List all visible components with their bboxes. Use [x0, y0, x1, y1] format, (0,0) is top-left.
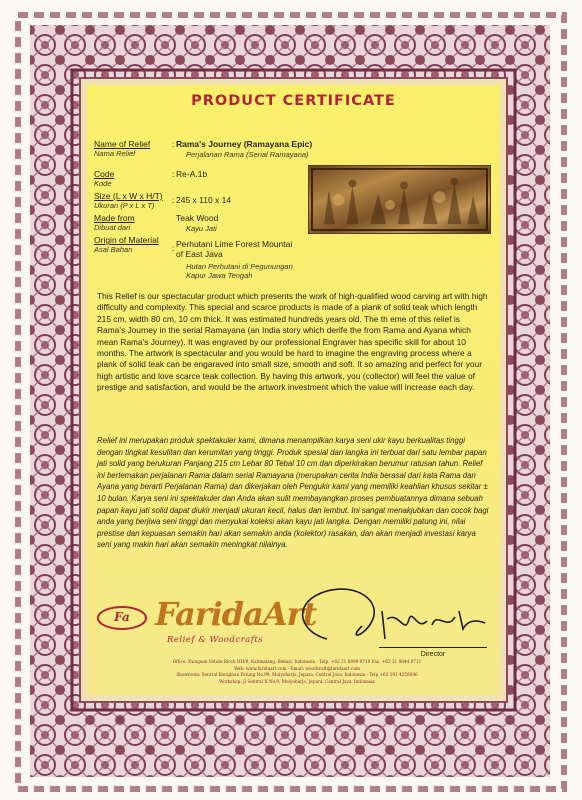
field-colon: : [172, 139, 175, 149]
field-colon: : [172, 243, 175, 253]
field-label: Code [94, 169, 115, 179]
field-value-id: Kayu Jati [186, 224, 217, 233]
field-value-id: Hutan Perhutani di Pegunungan Kapur Jawa Tengah [186, 262, 293, 280]
footer-line: Office: Kwagean Estate Block HH/8, Kalimalang, Bekasi, Indonesia - Telp. +62 21 8899 0710 Fax. +62 21 8844 0711 [172, 659, 422, 664]
relief-carving-photo [308, 165, 491, 234]
field-value: Re-A.1b [176, 169, 208, 179]
field-label: Name of Relief [94, 139, 151, 149]
certificate-panel [87, 85, 500, 695]
field-label: Made from [94, 213, 135, 223]
brand-emblem-text: Fa [114, 610, 130, 624]
field-label-id: Nama Relief [94, 149, 136, 158]
field-value: 245 x 110 x 14 [176, 195, 232, 205]
brand-tagline: Relief & Woodcrafts [167, 635, 264, 645]
description-indonesian: Relief ini merupakan produk spektakuler kami, dimana menampilkan karya seni ukir kayu berkualitas tinggi dengan tingkat kesulitan dan kerumitan yang tinggi. Produk spesial dan langka ini terbuat dari satu lembar papan jati solid yang berukuran Panjang 215 cm Lebar 80 Tebal 10 cm dan diperkirakan berumur ratusan tahun. Relief ini bertemakan perjalanan Rama dalam serial Ramayana (merupakan cerita India berasal dari kata Rama dan Ayana yang berarti Perjalanan Rama) dan dikerjakan oleh Pengukir kami yang memiliki keahlian khusus sekitar ± 10 bulan. Karya seni ini spektakuler dan Anda akan sulit membayangkan proses pembuatannya dimana sebuah papan kayu jati solid dapat diukir menjadi ukuran kecil, halus dan lembut. Ini sangat menakjubkan dan cocok bagi anda yang berjiwa seni tinggi dan menyukai koleksi akan kayu jati langka. Dengan memiliki patung ini, nilai prestise dan kepuasan semakin hari akan semakin anda (kolektor) rasakan, dan akan menjadi investasi karya seni yang makin hari akan semakin meningkat nilainya. [97, 436, 489, 550]
field-colon: : [172, 195, 175, 205]
field-label-id: Kode [94, 179, 112, 188]
brand-logo: FaridaArt [155, 595, 317, 633]
field-value: Perhutani Lime Forest Mountai of East Java [176, 239, 293, 259]
field-label: Size (L x W x H/T) [94, 191, 163, 201]
signature-line [379, 647, 487, 648]
field-label-id: Asal Bahan [94, 245, 133, 254]
field-label: Origin of Material [94, 235, 159, 245]
field-origin [94, 235, 494, 291]
footer-line: Showroom: Sentral Kerajinan Patung No.99, Mulyoharjo, Jepara, Central Java, Indonesia - Telp.+62 291 4259696 [176, 672, 418, 677]
field-value-id: Perjalanan Rama (Serial Ramayana) [186, 150, 309, 159]
field-value: Teak Wood [176, 213, 219, 223]
footer-line: Web: www.faridaart.com - Email: woodcraft@faridaart.com [234, 665, 360, 671]
company-contact-footer [147, 659, 447, 685]
description-english: This Relief is our spectacular product which presents the work of high-qualified wood carving art with high difficulty and complexity. This special and scarce products is made of a piank of solid teak which length 215 cm, width 80 cm, 10 cm thick. It was estimated hundreds years old. The th eme of this relief is Rama's Journey in the serial Ramayana (an India story which derife the from Rama and Ayana which mean Rama's Journey). It was engraved by our professional Engraver has specific skill for about 10 months. The artwork is spectacular and you would be hard to imagine the engraving process where a plank of solid teak can be engaraved into small size, smooth and soft. It so amazing and perfect for your high artistic and love scarce teak collection. By having this artwork, you (collector) will feel the value of prestige and satisfaction, and would be the artwork investment which the value will increase each day. [97, 291, 488, 393]
field-label-id: Dibuat dari [94, 223, 131, 232]
certificate-title: PRODUCT CERTIFICATE [191, 93, 396, 109]
director-signature [287, 581, 492, 653]
field-colon: : [172, 169, 175, 179]
relief-carving-image [309, 166, 490, 233]
brand-emblem-icon [96, 605, 148, 631]
footer-line: Workshop: Jl Sentral II No.9, Mulyoharjo, Jepara, Central Java, Indonesia [219, 678, 375, 684]
field-label-id: Ukuran (P x L x T) [94, 201, 155, 210]
field-value: Rama's Journey (Ramayana Epic) [176, 139, 313, 149]
director-label: Director [420, 651, 446, 658]
